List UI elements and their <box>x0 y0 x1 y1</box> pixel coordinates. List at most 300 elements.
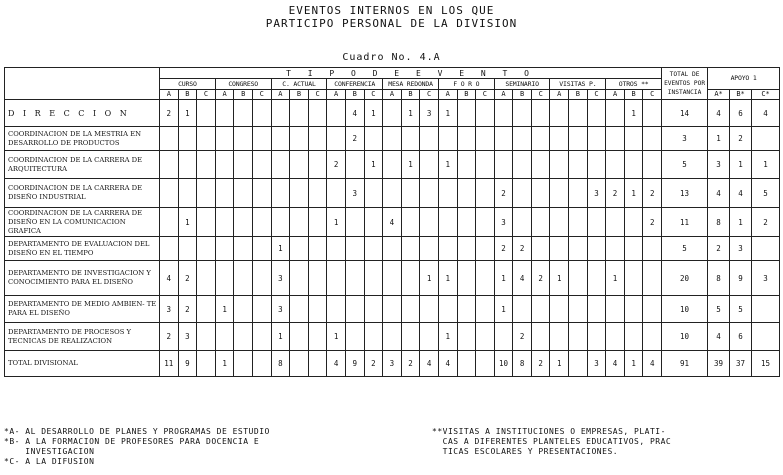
total-value: 3 <box>662 127 708 151</box>
cell-value: 1 <box>215 296 234 323</box>
cell-value <box>494 100 513 127</box>
footnote-line: TICAS ESCOLARES Y PRESENTACIONES. <box>432 447 619 456</box>
apoyo-value: 1 <box>730 151 752 179</box>
footnote-line: *C- A LA DIFUSION <box>4 457 95 466</box>
row-label: COORDINACION DE LA CARRERA DE DISEÑO INDUSTRIAL <box>5 179 160 208</box>
apoyo-value <box>752 323 780 351</box>
cell-value <box>624 151 643 179</box>
abc-subheader: B <box>569 90 588 100</box>
cell-value <box>531 127 550 151</box>
cell-value: 4 <box>438 351 457 377</box>
cell-value <box>364 323 383 351</box>
table-row <box>5 100 780 127</box>
cell-value <box>513 127 532 151</box>
cell-value <box>308 323 327 351</box>
total-value: 14 <box>662 100 708 127</box>
cell-value: 2 <box>513 323 532 351</box>
cell-value <box>587 151 606 179</box>
table-row <box>5 296 780 323</box>
abc-subheader: B <box>513 90 532 100</box>
apoyo-value: 1 <box>708 127 730 151</box>
cell-value: 2 <box>643 179 662 208</box>
cell-value <box>252 296 271 323</box>
cell-value: 8 <box>271 351 290 377</box>
table-row <box>5 323 780 351</box>
cell-value: 1 <box>438 261 457 296</box>
total-row <box>5 351 780 377</box>
abc-subheader: C <box>252 90 271 100</box>
cell-value <box>438 208 457 237</box>
cell-value <box>197 100 216 127</box>
cell-value <box>252 323 271 351</box>
cell-value <box>234 296 253 323</box>
cell-value <box>383 127 402 151</box>
cell-value <box>308 261 327 296</box>
cell-value <box>643 151 662 179</box>
cell-value <box>271 127 290 151</box>
cell-value <box>476 323 495 351</box>
cell-value <box>569 179 588 208</box>
cell-value <box>587 127 606 151</box>
cell-value: 1 <box>438 151 457 179</box>
cell-value: 2 <box>160 100 179 127</box>
apoyo-value: 2 <box>730 127 752 151</box>
event-type-header: CONGRESO <box>215 79 271 90</box>
cell-value: 4 <box>513 261 532 296</box>
cell-value <box>494 151 513 179</box>
cell-value <box>550 151 569 179</box>
abc-subheader: C <box>197 90 216 100</box>
cell-value <box>531 323 550 351</box>
cell-value: 4 <box>327 351 346 377</box>
document-title-line-1: EVENTOS INTERNOS EN LOS QUE <box>288 4 495 17</box>
cell-value <box>438 127 457 151</box>
abc-subheader: B <box>401 90 420 100</box>
cell-value <box>420 127 439 151</box>
cell-value <box>252 179 271 208</box>
row-label: COORDINACION DE LA CARRERA DE DISEÑO EN LA COMUNICACION GRAFICA <box>5 208 160 237</box>
total-value: 5 <box>662 151 708 179</box>
apoyo-value: 6 <box>730 100 752 127</box>
events-table <box>4 67 780 377</box>
cell-value <box>513 179 532 208</box>
cell-value <box>550 100 569 127</box>
cell-value: 3 <box>160 296 179 323</box>
apoyo-value: 9 <box>730 261 752 296</box>
cell-value <box>383 100 402 127</box>
cell-value <box>327 100 346 127</box>
cell-value <box>308 127 327 151</box>
cell-value <box>290 323 309 351</box>
cell-value <box>420 151 439 179</box>
total-value: 13 <box>662 179 708 208</box>
cell-value <box>606 127 625 151</box>
cell-value <box>327 261 346 296</box>
cell-value <box>550 127 569 151</box>
abc-subheader: C <box>531 90 550 100</box>
cell-value <box>197 323 216 351</box>
cell-value <box>401 208 420 237</box>
abc-subheader: C <box>308 90 327 100</box>
cell-value <box>160 208 179 237</box>
cell-value <box>457 151 476 179</box>
cell-value <box>531 208 550 237</box>
cell-value <box>587 323 606 351</box>
cell-value <box>364 127 383 151</box>
cell-value: 1 <box>364 100 383 127</box>
event-type-header: CURSO <box>160 79 216 90</box>
cell-value <box>327 237 346 261</box>
cell-value <box>476 351 495 377</box>
cell-value: 1 <box>550 351 569 377</box>
cell-value <box>531 179 550 208</box>
cell-value <box>643 100 662 127</box>
cell-value <box>364 261 383 296</box>
cell-value <box>401 237 420 261</box>
apoyo-value: 5 <box>708 296 730 323</box>
cell-value: 1 <box>624 351 643 377</box>
cell-value <box>401 323 420 351</box>
row-label: DEPARTAMENTO DE EVALUACION DEL DISEÑO EN EL TIEMPO <box>5 237 160 261</box>
cell-value <box>308 237 327 261</box>
cell-value <box>569 296 588 323</box>
cell-value: 3 <box>587 179 606 208</box>
table-row <box>5 237 780 261</box>
cell-value <box>569 323 588 351</box>
cell-value: 1 <box>327 208 346 237</box>
cell-value: 2 <box>606 179 625 208</box>
cell-value <box>215 323 234 351</box>
cell-value <box>197 208 216 237</box>
cell-value: 2 <box>494 237 513 261</box>
cell-value <box>345 261 364 296</box>
apoyo-value: 5 <box>752 179 780 208</box>
cell-value <box>308 208 327 237</box>
total-value: 5 <box>662 237 708 261</box>
apoyo-subheader: A* <box>708 90 730 100</box>
event-type-header: VISITAS P. <box>550 79 606 90</box>
cell-value: 1 <box>271 323 290 351</box>
cell-value <box>457 208 476 237</box>
apoyo-value <box>752 296 780 323</box>
cell-value <box>234 151 253 179</box>
abc-subheader: A <box>383 90 402 100</box>
cell-value <box>364 237 383 261</box>
total-value: 10 <box>662 323 708 351</box>
cell-value <box>252 151 271 179</box>
cell-value <box>345 296 364 323</box>
cell-value <box>271 151 290 179</box>
cell-value <box>624 127 643 151</box>
cell-value <box>234 261 253 296</box>
cell-value: 2 <box>494 179 513 208</box>
cell-value <box>494 323 513 351</box>
cell-value: 1 <box>438 323 457 351</box>
cell-value <box>569 261 588 296</box>
cell-value <box>513 208 532 237</box>
cell-value <box>513 296 532 323</box>
cell-value <box>290 351 309 377</box>
row-label: D I R E C C I O N <box>5 100 160 127</box>
cell-value <box>476 151 495 179</box>
abc-subheader: A <box>606 90 625 100</box>
table-row <box>5 261 780 296</box>
cell-value <box>197 351 216 377</box>
cell-value: 1 <box>401 151 420 179</box>
cell-value <box>531 151 550 179</box>
abc-subheader: B <box>290 90 309 100</box>
row-label: DEPARTAMENTO DE INVESTIGACION Y CONOCIMIENTO PARA EL DISEÑO <box>5 261 160 296</box>
cell-value <box>290 179 309 208</box>
cell-value <box>624 261 643 296</box>
cell-value <box>438 179 457 208</box>
cell-value <box>345 151 364 179</box>
cell-value: 1 <box>494 296 513 323</box>
cell-value: 4 <box>383 208 402 237</box>
cell-value <box>476 100 495 127</box>
cell-value <box>364 296 383 323</box>
abc-subheader: B <box>345 90 364 100</box>
total-value: 20 <box>662 261 708 296</box>
event-type-header: CONFERENCIA <box>327 79 383 90</box>
total-value: 91 <box>662 351 708 377</box>
cell-value: 2 <box>160 323 179 351</box>
cell-value <box>197 237 216 261</box>
cell-value: 2 <box>401 351 420 377</box>
cell-value <box>457 351 476 377</box>
cell-value <box>476 179 495 208</box>
cell-value <box>327 127 346 151</box>
abc-subheader: C <box>364 90 383 100</box>
header-blank <box>5 68 160 100</box>
cell-value <box>420 179 439 208</box>
apoyo-value: 15 <box>752 351 780 377</box>
cell-value <box>383 296 402 323</box>
cell-value: 1 <box>215 351 234 377</box>
cell-value <box>160 127 179 151</box>
apoyo-subheader: B* <box>730 90 752 100</box>
cell-value: 2 <box>364 351 383 377</box>
cell-value <box>197 151 216 179</box>
cell-value <box>476 261 495 296</box>
cell-value: 1 <box>364 151 383 179</box>
cell-value <box>531 100 550 127</box>
cell-value <box>215 127 234 151</box>
apoyo-value: 1 <box>752 151 780 179</box>
event-type-header: MESA REDONDA <box>383 79 439 90</box>
abc-subheader: C <box>420 90 439 100</box>
cell-value <box>494 127 513 151</box>
cell-value <box>308 296 327 323</box>
apoyo-header: APOYO 1 <box>708 68 780 90</box>
cell-value <box>290 100 309 127</box>
cell-value: 8 <box>513 351 532 377</box>
cell-value: 11 <box>160 351 179 377</box>
cell-value: 1 <box>606 261 625 296</box>
abc-subheader: C <box>643 90 662 100</box>
cell-value <box>569 351 588 377</box>
cell-value <box>364 208 383 237</box>
apoyo-value: 3 <box>708 151 730 179</box>
cell-value <box>234 237 253 261</box>
cell-value: 4 <box>420 351 439 377</box>
cell-value <box>234 351 253 377</box>
cell-value <box>550 179 569 208</box>
cell-value <box>587 296 606 323</box>
cell-value <box>457 100 476 127</box>
cell-value <box>290 237 309 261</box>
cell-value <box>550 296 569 323</box>
cell-value <box>234 208 253 237</box>
cell-value <box>308 351 327 377</box>
cell-value <box>531 237 550 261</box>
cell-value <box>252 127 271 151</box>
cell-value <box>587 237 606 261</box>
table-row <box>5 208 780 237</box>
cell-value <box>215 179 234 208</box>
cell-value <box>178 151 197 179</box>
cell-value <box>290 127 309 151</box>
event-type-header: F O R O <box>438 79 494 90</box>
cell-value: 2 <box>178 296 197 323</box>
abc-subheader: A <box>438 90 457 100</box>
apoyo-value: 6 <box>730 323 752 351</box>
cell-value <box>364 179 383 208</box>
cell-value: 3 <box>271 296 290 323</box>
cell-value: 2 <box>345 127 364 151</box>
cell-value <box>457 179 476 208</box>
cell-value: 3 <box>494 208 513 237</box>
cell-value: 1 <box>271 237 290 261</box>
cell-value <box>234 179 253 208</box>
cell-value: 3 <box>345 179 364 208</box>
cell-value <box>401 127 420 151</box>
cell-value <box>327 179 346 208</box>
cell-value <box>252 351 271 377</box>
cell-value <box>290 151 309 179</box>
abc-subheader: C <box>587 90 606 100</box>
cell-value <box>345 208 364 237</box>
cell-value <box>215 208 234 237</box>
cell-value: 4 <box>345 100 364 127</box>
cell-value <box>569 127 588 151</box>
apoyo-subheader: C* <box>752 90 780 100</box>
total-value: 11 <box>662 208 708 237</box>
apoyo-value <box>752 127 780 151</box>
cell-value: 2 <box>327 151 346 179</box>
cell-value: 1 <box>438 100 457 127</box>
footnote-line: *A- AL DESARROLLO DE PLANES Y PROGRAMAS DE ESTUDIO <box>4 427 270 436</box>
cell-value <box>308 179 327 208</box>
cell-value <box>252 100 271 127</box>
cell-value <box>457 127 476 151</box>
cell-value: 1 <box>420 261 439 296</box>
cell-value <box>457 296 476 323</box>
footnote-line: **VISITAS A INSTITUCIONES O EMPRESAS, PLATI- <box>432 427 666 436</box>
cell-value <box>215 100 234 127</box>
cell-value <box>587 261 606 296</box>
row-label: DEPARTAMENTO DE PROCESOS Y TECNICAS DE REALIZACION <box>5 323 160 351</box>
cell-value <box>178 237 197 261</box>
cell-value <box>569 100 588 127</box>
cell-value <box>624 237 643 261</box>
table-row <box>5 179 780 208</box>
apoyo-value: 2 <box>708 237 730 261</box>
cell-value: 1 <box>327 323 346 351</box>
cell-value <box>606 323 625 351</box>
row-label: TOTAL DIVISIONAL <box>5 351 160 377</box>
cell-value <box>569 151 588 179</box>
cell-value <box>383 179 402 208</box>
cell-value <box>550 323 569 351</box>
cell-value: 1 <box>624 179 643 208</box>
cell-value <box>345 237 364 261</box>
cell-value: 9 <box>178 351 197 377</box>
cell-value <box>252 261 271 296</box>
total-value: 10 <box>662 296 708 323</box>
event-type-header: OTROS ** <box>606 79 662 90</box>
cell-value <box>290 296 309 323</box>
cell-value <box>438 296 457 323</box>
cell-value: 2 <box>531 261 550 296</box>
cell-value: 3 <box>383 351 402 377</box>
apoyo-value: 1 <box>730 208 752 237</box>
cell-value <box>383 323 402 351</box>
cell-value: 3 <box>587 351 606 377</box>
cell-value <box>550 208 569 237</box>
cell-value <box>197 261 216 296</box>
abc-subheader: A <box>215 90 234 100</box>
cell-value <box>587 100 606 127</box>
cell-value <box>383 151 402 179</box>
abc-subheader: A <box>327 90 346 100</box>
cell-value: 9 <box>345 351 364 377</box>
cell-value <box>606 151 625 179</box>
cell-value <box>606 100 625 127</box>
cell-value <box>457 261 476 296</box>
cell-value <box>383 237 402 261</box>
cell-value <box>252 237 271 261</box>
cell-value <box>401 296 420 323</box>
apoyo-value: 4 <box>708 100 730 127</box>
cell-value <box>234 100 253 127</box>
abc-subheader: B <box>624 90 643 100</box>
apoyo-value: 3 <box>730 237 752 261</box>
cell-value <box>643 237 662 261</box>
cell-value <box>420 296 439 323</box>
cell-value <box>569 208 588 237</box>
cell-value <box>252 208 271 237</box>
cell-value <box>606 237 625 261</box>
cell-value: 3 <box>420 100 439 127</box>
cell-value: 4 <box>160 261 179 296</box>
cell-value: 1 <box>550 261 569 296</box>
cell-value <box>345 323 364 351</box>
cell-value <box>271 100 290 127</box>
cell-value <box>401 179 420 208</box>
cell-value <box>587 208 606 237</box>
cell-value <box>160 237 179 261</box>
cell-value <box>197 127 216 151</box>
apoyo-value: 3 <box>752 261 780 296</box>
cell-value: 1 <box>494 261 513 296</box>
cell-value <box>271 208 290 237</box>
apoyo-value: 37 <box>730 351 752 377</box>
cell-value <box>513 100 532 127</box>
cell-value <box>178 179 197 208</box>
cell-value <box>178 127 197 151</box>
cell-value <box>438 237 457 261</box>
